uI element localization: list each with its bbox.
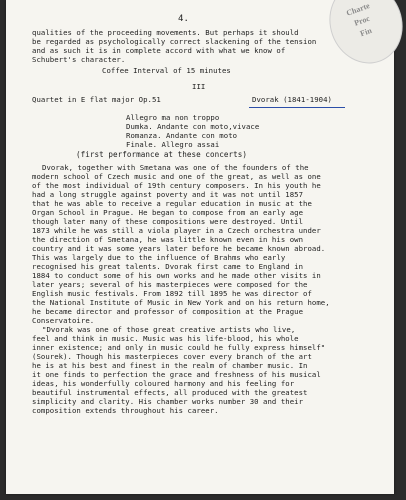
sticker-text-1: Charte bbox=[345, 1, 371, 18]
movement-item: Finale. Allegro assai bbox=[126, 140, 220, 149]
body-line: composition extends throughout his career. bbox=[32, 406, 219, 415]
body-line: recognised his great talents. Dvorak first came to England in bbox=[32, 262, 304, 271]
body-line: English music festivals. From 1892 till 1895 he was director of bbox=[32, 289, 312, 298]
body-line: This was largely due to the influence of Brahms who early bbox=[32, 253, 286, 262]
body-line: that he was able to receive a regular education in music at the bbox=[32, 199, 312, 208]
body-line: "Dvorak was one of those great creative artists who live, bbox=[42, 325, 296, 334]
composer-name: Dvorak (1841-1904) bbox=[252, 95, 332, 104]
body-line: he became director and professor of composition at the Prague bbox=[32, 307, 304, 316]
body-line: Dvorak, together with Smetana was one of the founders of the bbox=[42, 163, 309, 172]
body-line: 1873 while he was still a viola player in a Czech orchestra under bbox=[32, 226, 321, 235]
body-line: beautiful instrumental effects, all produced with the greatest bbox=[32, 388, 308, 397]
body-line: of the most individual of 19th century composers. In his youth he bbox=[32, 181, 321, 190]
body-line: inner existence; and only in music could he fully express himself" bbox=[32, 343, 326, 352]
composer-underline bbox=[249, 107, 345, 108]
movement-item: Dumka. Andante con moto,vivace bbox=[126, 122, 260, 131]
body-line: 1884 to conduct some of his own works and he made other visits in bbox=[32, 271, 321, 280]
body-line: Organ School in Prague. He began to compose from an early age bbox=[32, 208, 304, 217]
sticker-text-2: Proc bbox=[352, 13, 372, 28]
body-line: he is at his best and finest in the realm of chamber music. In bbox=[32, 361, 308, 370]
intro-line: Schubert's character. bbox=[32, 55, 126, 64]
sticker-label bbox=[318, 0, 406, 74]
movement-item: Allegro ma non troppo bbox=[126, 113, 220, 122]
page-number: 4. bbox=[178, 14, 189, 24]
body-line: the direction of Smetana, he was little known even in his own bbox=[32, 235, 304, 244]
body-line: later years; several of his masterpieces were composed for the bbox=[32, 280, 308, 289]
sticker-text-3: Fin bbox=[358, 25, 374, 39]
body-line: the National Institute of Music in New York and on his return home, bbox=[32, 298, 330, 307]
body-line: though later many of these compositions were destroyed. Until bbox=[32, 217, 304, 226]
body-line: simplicity and clarity. His chamber works number 30 and their bbox=[32, 397, 304, 406]
body-line: feel and think in music. Music was his life-blood, his whole bbox=[32, 334, 299, 343]
quartet-title: Quartet in E flat major Op.51 bbox=[32, 95, 161, 104]
intro-line: be regarded as psychologically correct slackening of the tension bbox=[32, 37, 317, 46]
body-line: country and it was some years later before he became known abroad. bbox=[32, 244, 326, 253]
performance-note: (first performance at these concerts) bbox=[76, 150, 248, 159]
body-line: it one finds to perfection the grace and freshness of his musical bbox=[32, 370, 321, 379]
intro-line: and as such it is in complete accord with what we know of bbox=[32, 46, 286, 55]
body-line: Conservatoire. bbox=[32, 316, 95, 325]
body-line: modern school of Czech music and one of the great, as well as one bbox=[32, 172, 321, 181]
body-line: ideas, his wonderfully coloured harmony and his feeling for bbox=[32, 379, 295, 388]
section-numeral: III bbox=[192, 82, 206, 91]
movement-item: Romanza. Andante con moto bbox=[126, 131, 238, 140]
document-page bbox=[6, 0, 394, 494]
body-line: (Sourek). Though his masterpieces cover every branch of the art bbox=[32, 352, 312, 361]
body-line: had a long struggle against poverty and it was not until 1857 bbox=[32, 190, 304, 199]
intro-line: qualities of the proceeding movements. But perhaps it should bbox=[32, 28, 299, 37]
interval-note: Coffee Interval of 15 minutes bbox=[102, 66, 231, 75]
